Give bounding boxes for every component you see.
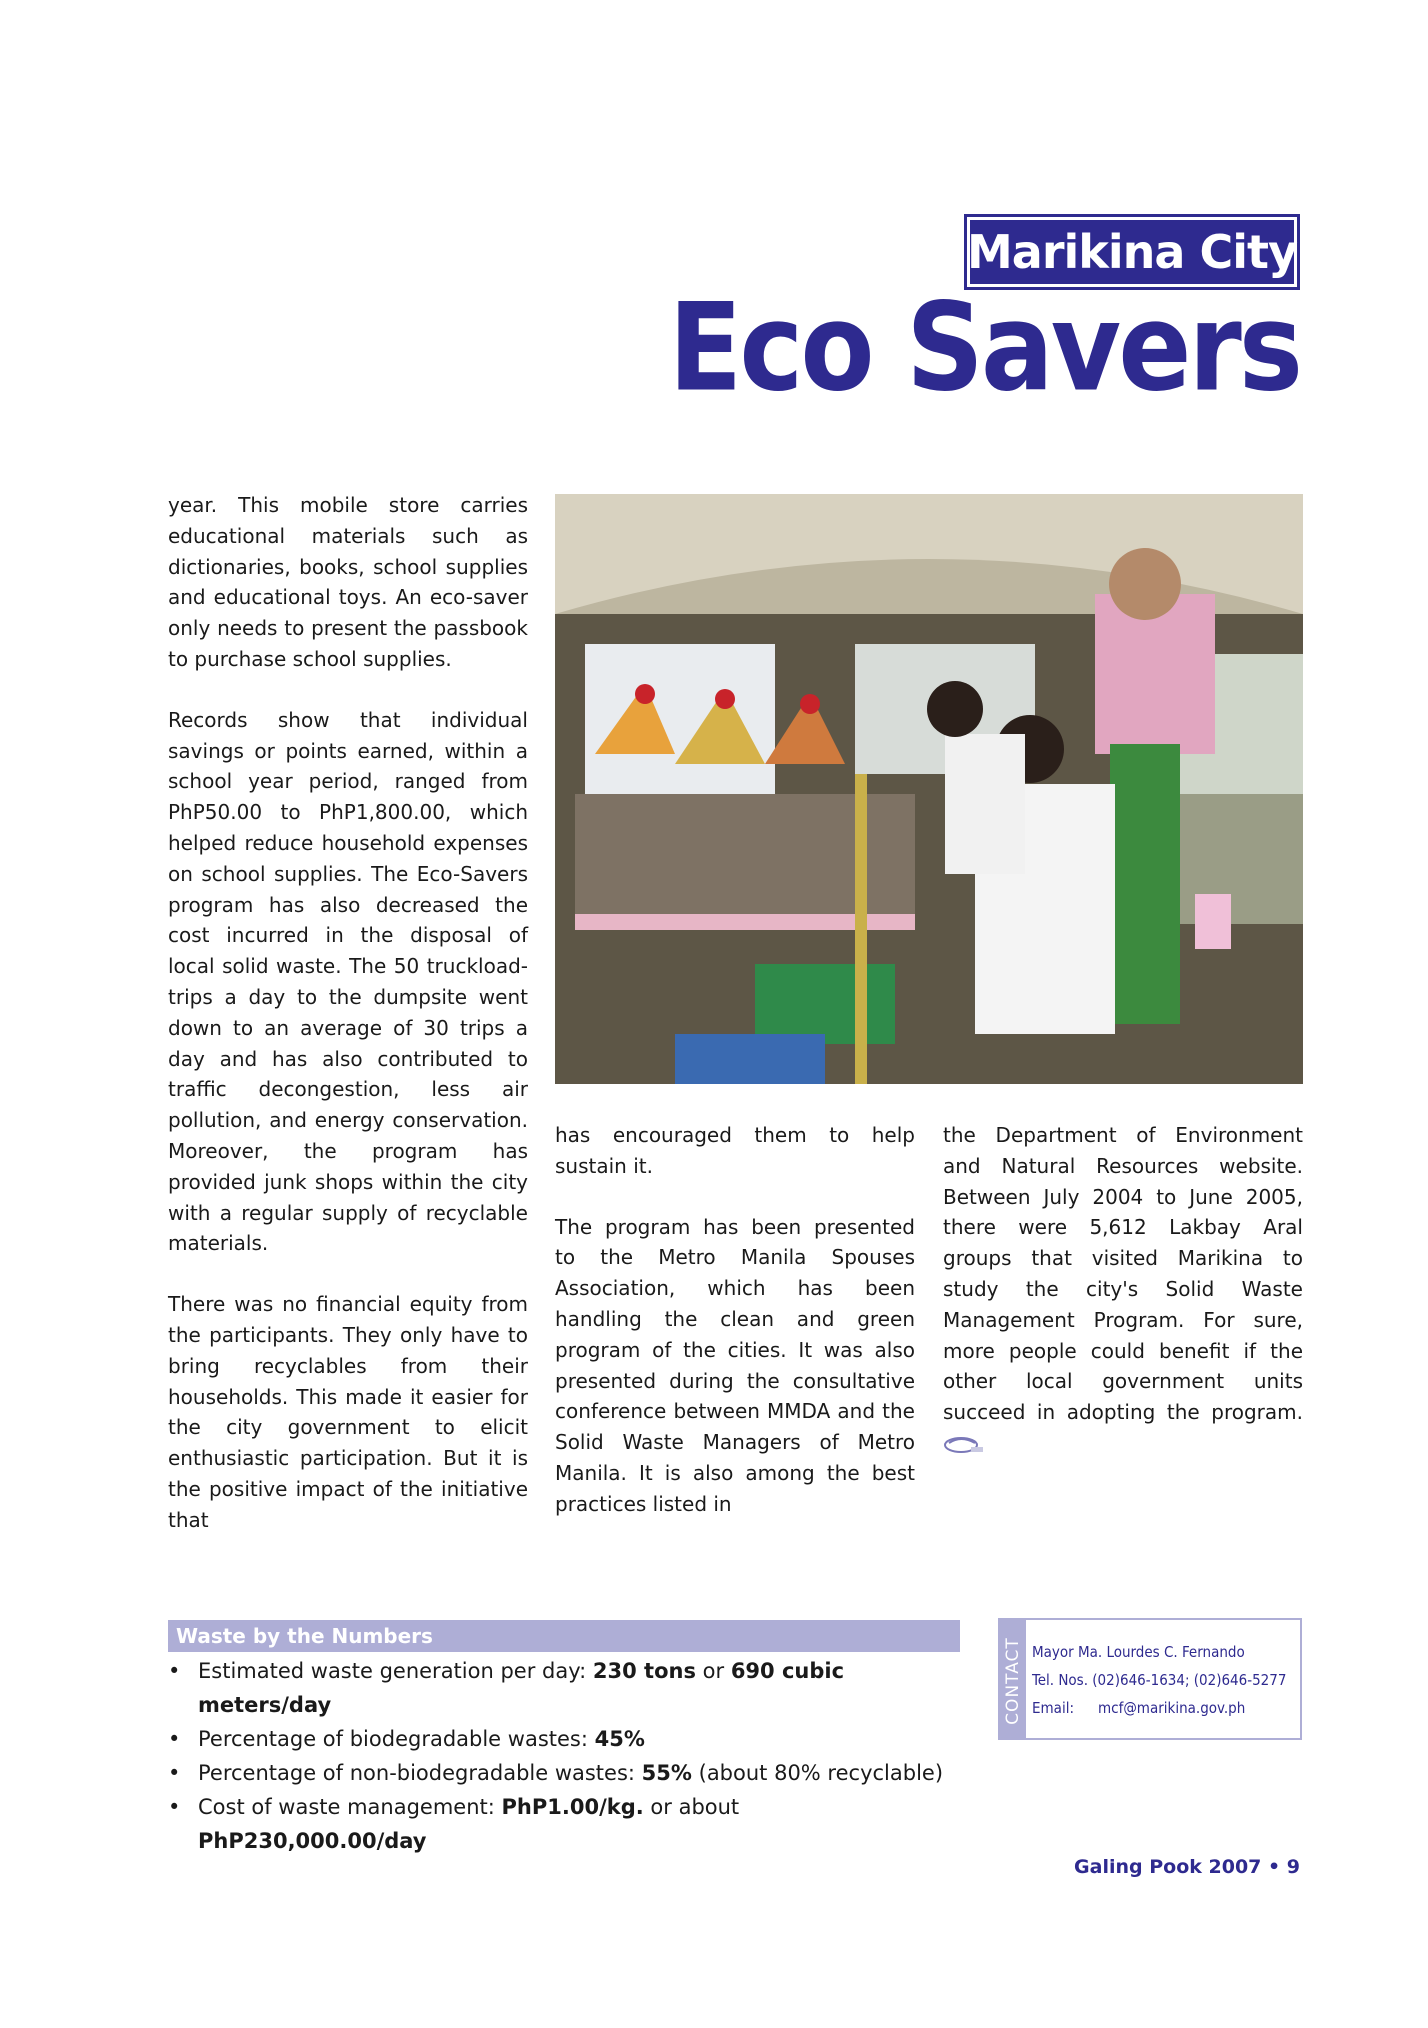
item-label: Percentage of biodegradable wastes: [198, 1727, 588, 1751]
tel-label: Tel. Nos. [1032, 1671, 1088, 1689]
contact-tab-label: CONTACT [1003, 1637, 1023, 1725]
item-value: 55% [641, 1761, 692, 1785]
item-connector: (about 80% recyclable) [698, 1761, 944, 1785]
waste-numbers-heading: Waste by the Numbers [168, 1620, 960, 1652]
item-label: Cost of waste management: [198, 1795, 495, 1819]
contact-details [1032, 1638, 1286, 1722]
tel-value: (02)646-1634; (02)646-5277 [1092, 1671, 1287, 1689]
email-link[interactable]: mcf@marikina.gov.ph [1098, 1699, 1246, 1717]
paragraph-text: the Department of Environment and Natural Resources website. Between July 2004 to June 2005, there were 5,612 Lakbay Aral groups that visited Marikina to study the city's Solid Waste Management Program. For sure, more people could benefit if the other local government units succeed in adopting the program. [943, 1123, 1303, 1425]
paragraph [943, 1120, 1303, 1459]
article-column-2 [555, 1120, 915, 1550]
email-label: Email: [1032, 1699, 1074, 1717]
list-item [168, 1756, 968, 1790]
contact-email-line [1032, 1694, 1286, 1722]
article-photo [555, 494, 1303, 1084]
item-value: PhP1.00/kg. [501, 1795, 644, 1819]
item-value: PhP230,000.00/day [198, 1829, 427, 1853]
list-item [168, 1790, 968, 1858]
item-value: 230 tons [592, 1659, 696, 1683]
paragraph: Records show that individual savings or points earned, within a school year period, ranged from PhP50.00 to PhP1,800.00, which helped reduce household expenses on school supplies. The Eco-Savers program has also decreased the cost incurred in the disposal of local solid waste. The 50 truckload-trips a day to the dumpsite went down to an average of 30 trips a day and has also contributed to traffic decongestion, less air pollution, and energy conservation. Moreover, the program has provided junk shops within the city with a regular supply of recyclable materials. [168, 707, 528, 1256]
waste-numbers-list [168, 1654, 968, 1858]
article-column-3 [943, 1120, 1303, 1489]
section-kicker: Marikina City [964, 214, 1300, 290]
paragraph: The program has been presented to the Metro Manila Spouses Association, which has been handling the clean and green program of the cities. It was also presented during the consultative conference between MMDA and the Solid Waste Managers of Metro Manila. It is also among the best practices listed in [555, 1214, 915, 1516]
paragraph: has encouraged them to help sustain it. [555, 1123, 915, 1178]
item-connector: or about [650, 1795, 740, 1819]
item-value: 690 cubic meters/day [198, 1659, 845, 1717]
galing-pook-logo-icon [943, 1433, 985, 1455]
item-label: Estimated waste generation per day: [198, 1659, 587, 1683]
paragraph: year. This mobile store carries educational materials such as dictionaries, books, school supplies and educational toys. An eco-saver only needs to present the passbook to purchase school supplies. [168, 493, 528, 671]
contact-name: Mayor Ma. Lourdes C. Fernando [1032, 1643, 1245, 1661]
photo-bus-store-illustration [555, 494, 1303, 1084]
item-connector: or [702, 1659, 725, 1683]
contact-tel-line [1032, 1666, 1286, 1694]
article-column-1 [168, 490, 528, 1566]
paragraph: There was no financial equity from the participants. They only have to bring recyclables from their households. This made it easier for the city government to elicit enthusiastic participation. But it is the positive impact of the initiative that [168, 1292, 528, 1532]
list-item [168, 1722, 968, 1756]
contact-box [998, 1618, 1302, 1740]
item-label: Percentage of non-biodegradable wastes: [198, 1761, 635, 1785]
item-value: 45% [594, 1727, 645, 1751]
page-title: Eco Savers [668, 278, 1300, 419]
page-footer: Galing Pook 2007 • 9 [1074, 1856, 1300, 1878]
list-item [168, 1654, 968, 1722]
contact-tab [1000, 1620, 1026, 1738]
